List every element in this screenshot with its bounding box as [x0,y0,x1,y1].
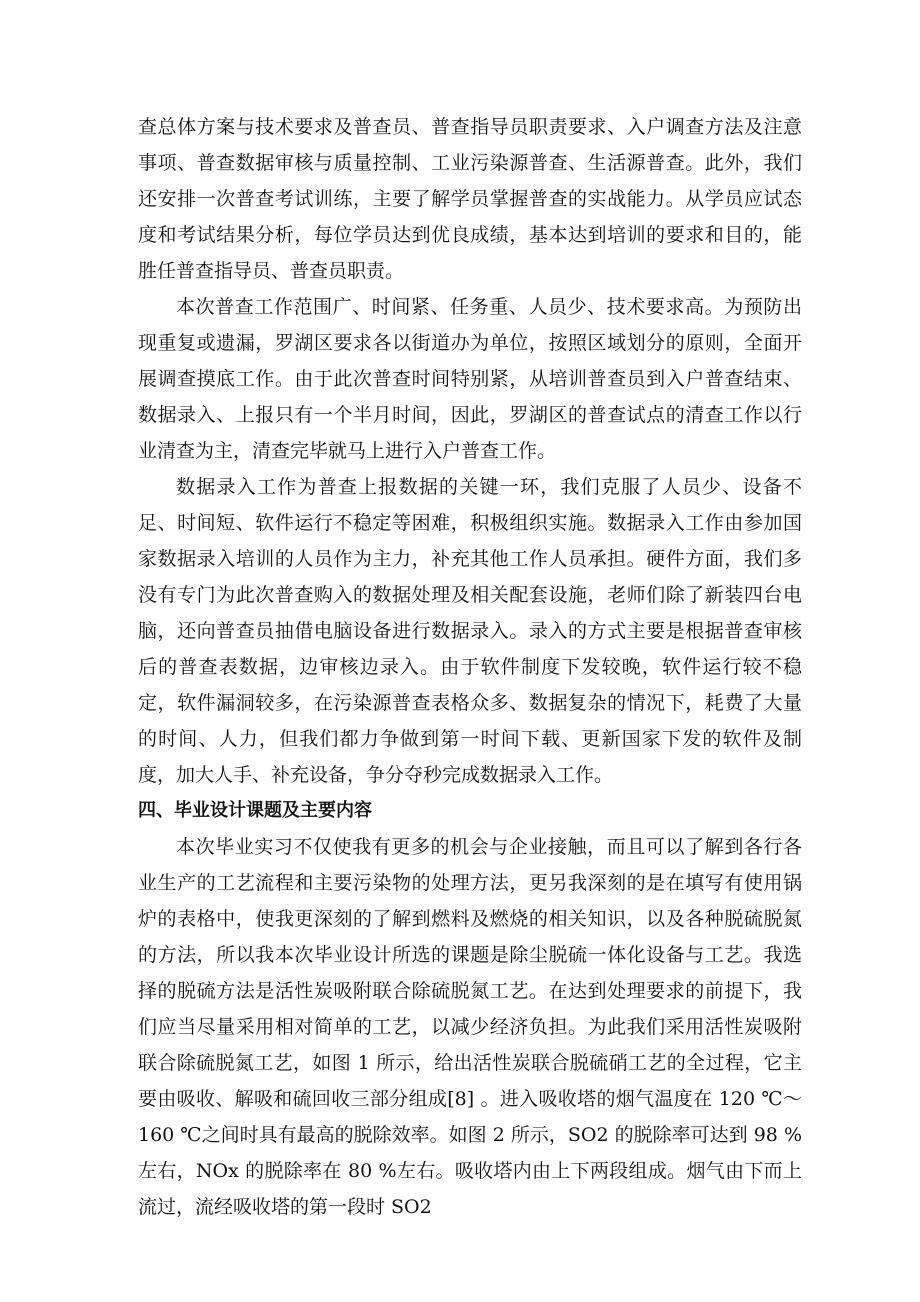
section-heading: 四、毕业设计课题及主要内容 [138,800,372,821]
body-paragraph: 本次普查工作范围广、时间紧、任务重、人员少、技术要求高。为预防出现重复或遗漏，罗湖区要求各以街道办为单位，按照区域划分的原则，全面开展调查摸底工作。由于此次普查时间特别紧，从培训普查员到入户普查结束、数据录入、上报只有一个半月时间，因此，罗湖区的普查试点的清查工作以行业清查为主，清查完毕就马上进行入户普查工作。 [138,296,802,462]
section-paragraph: 本次毕业实习不仅使我有更多的机会与企业接触，而且可以了解到各行各业生产的工艺流程和主要污染物的处理方法，更另我深刻的是在填写有使用锅炉的表格中，使我更深刻的了解到燃料及燃烧的相关知识，以及各种脱硫脱氮的方法，所以我本次毕业设计所选的课题是除尘脱硫一体化设备与工艺。我选择的脱硫方法是活性炭吸附联合除硫脱氮工艺。在达到处理要求的前提下，我们应当尽量采用相对简单的工艺，以减少经济负担。为此我们采用活性炭吸附联合除硫脱氮工艺，如图 1 所示，给出活性炭联合脱硫硝工艺的全过程，它主要由吸收、解吸和硫回收三部分组成[8] 。进入吸收塔的烟气温度在 120 ℃～160 ℃之间时具有最高的脱除效率。如图 2 所示，SO2 的脱除率可达到 98 %左右，NOx 的脱除率在 80 %左右。吸收塔内由上下两段组成。烟气由下而上流过，流经吸收塔的第一段时 SO2 [138,836,802,1218]
document-body [138,109,802,1225]
body-paragraph: 数据录入工作为普查上报数据的关键一环，我们克服了人员少、设备不足、时间短、软件运行不稳定等困难，积极组织实施。数据录入工作由参加国家数据录入培训的人员作为主力，补充其他工作人员承担。硬件方面，我们多没有专门为此次普查购入的数据处理及相关配套设施，老师们除了新装四台电脑，还向普查员抽借电脑设备进行数据录入。录入的方式主要是根据普查审核后的普查表数据，边审核边录入。由于软件制度下发较晚，软件运行较不稳定，软件漏洞较多，在污染源普查表格众多、数据复杂的情况下，耗费了大量的时间、人力，但我们都力争做到第一时间下载、更新国家下发的软件及制度，加大人手、补充设备，争分夺秒完成数据录入工作。 [138,476,802,786]
body-paragraph: 查总体方案与技术要求及普查员、普查指导员职责要求、入户调查方法及注意事项、普查数据审核与质量控制、工业污染源普查、生活源普查。此外，我们还安排一次普查考试训练，主要了解学员掌握普查的实战能力。从学员应试态度和考试结果分析，每位学员达到优良成绩，基本达到培训的要求和目的，能胜任普查指导员、普查员职责。 [138,116,802,282]
